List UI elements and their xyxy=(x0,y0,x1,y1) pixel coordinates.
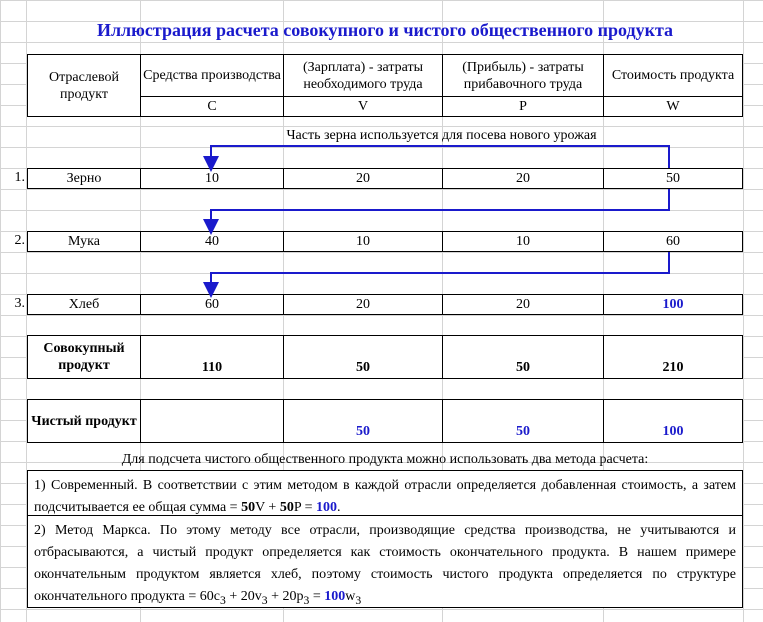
method2-sub5: 3 xyxy=(355,593,362,607)
row-name: Мука xyxy=(27,231,141,252)
arrow-grain-to-seed xyxy=(211,146,669,168)
row-name: Хлеб xyxy=(27,294,141,315)
method2-equals: = xyxy=(312,589,321,604)
total-value-c: 110 xyxy=(140,335,284,379)
total-label: Совокупный продукт xyxy=(27,335,141,379)
method1-equals: = xyxy=(304,500,313,515)
method2-term5: w xyxy=(345,589,356,604)
net-value-p: 50 xyxy=(442,399,604,443)
method2-sub1: 3 xyxy=(220,593,226,607)
row-index: 1. xyxy=(14,170,25,185)
row-value-p: 20 xyxy=(442,168,604,189)
header-profit: (Прибыль) - затраты прибавочного труда xyxy=(442,54,604,97)
row-value-p: 20 xyxy=(442,294,604,315)
arrow-grain-to-flour xyxy=(211,189,669,227)
header-symbol-c: C xyxy=(140,96,284,117)
method2-sub2: 3 xyxy=(261,593,268,607)
net-label: Чистый продукт xyxy=(27,399,141,443)
row-name: Зерно xyxy=(27,168,141,189)
header-product: Отраслевой продукт xyxy=(27,54,141,117)
method1-v-symbol: V xyxy=(255,500,265,515)
row-value-c: 10 xyxy=(140,168,284,189)
net-value-w: 100 xyxy=(603,399,743,443)
page-title: Иллюстрация расчета совокупного и чистого общественного продукта xyxy=(96,20,674,40)
row-index: 3. xyxy=(14,296,25,311)
method1-p-symbol: P xyxy=(293,500,302,515)
method1-plus: + xyxy=(268,500,277,515)
row-value-w: 100 xyxy=(603,294,743,315)
row-value-p: 10 xyxy=(442,231,604,252)
header-symbol-p: P xyxy=(442,96,604,117)
header-wages: (Зарплата) - затраты необходимого труда xyxy=(283,54,443,97)
header-value: Стоимость продукта xyxy=(603,54,743,97)
method1-body: 1) Современный. В соответствии с этим методом в каждой отрасли определяется добавленная стоимость, а затем подсчитывается ее общая сумма = xyxy=(34,478,736,515)
header-symbol-v: V xyxy=(283,96,443,117)
arrow-flour-to-bread xyxy=(211,252,669,290)
row-value-c: 40 xyxy=(140,231,284,252)
net-value-v: 50 xyxy=(283,399,443,443)
total-value-w: 210 xyxy=(603,335,743,379)
total-value-p: 50 xyxy=(442,335,604,379)
method1-v-coef: 50 xyxy=(241,500,256,515)
row-value-w: 60 xyxy=(603,231,743,252)
total-value-v: 50 xyxy=(283,335,443,379)
method1-end: . xyxy=(337,500,341,515)
method2-term2: + 20v xyxy=(229,589,262,604)
method2-term1: 60c xyxy=(199,589,221,604)
row-value-v: 10 xyxy=(283,231,443,252)
row-value-v: 20 xyxy=(283,294,443,315)
row-index: 2. xyxy=(14,233,25,248)
row-value-w: 50 xyxy=(603,168,743,189)
method2-term3: + 20p xyxy=(271,589,304,604)
row-value-c: 60 xyxy=(140,294,284,315)
methods-intro: Для подсчета чистого общественного продукта можно использовать два метода расчета: xyxy=(121,452,649,467)
method2-result: 100 xyxy=(324,589,346,604)
method2-body: 2) Метод Маркса. По этому методу все отрасли, производящие средства производства, не учитываются и отбрасываются, а чистый продукт определяется как стоимость окончательного продукта. В нашем примере окончательным продуктом является хлеб, поэтому стоимость чистого продукта определяется по структуре окончательного продукта = xyxy=(34,523,736,604)
row-value-v: 20 xyxy=(283,168,443,189)
method2-sub3: 3 xyxy=(303,593,310,607)
header-means: Средства производства xyxy=(140,54,284,97)
header-symbol-w: W xyxy=(603,96,743,117)
seed-note: Часть зерна используется для посева нового урожая xyxy=(286,128,597,143)
method1-p-coef: 50 xyxy=(279,500,294,515)
method1-result: 100 xyxy=(316,500,338,515)
